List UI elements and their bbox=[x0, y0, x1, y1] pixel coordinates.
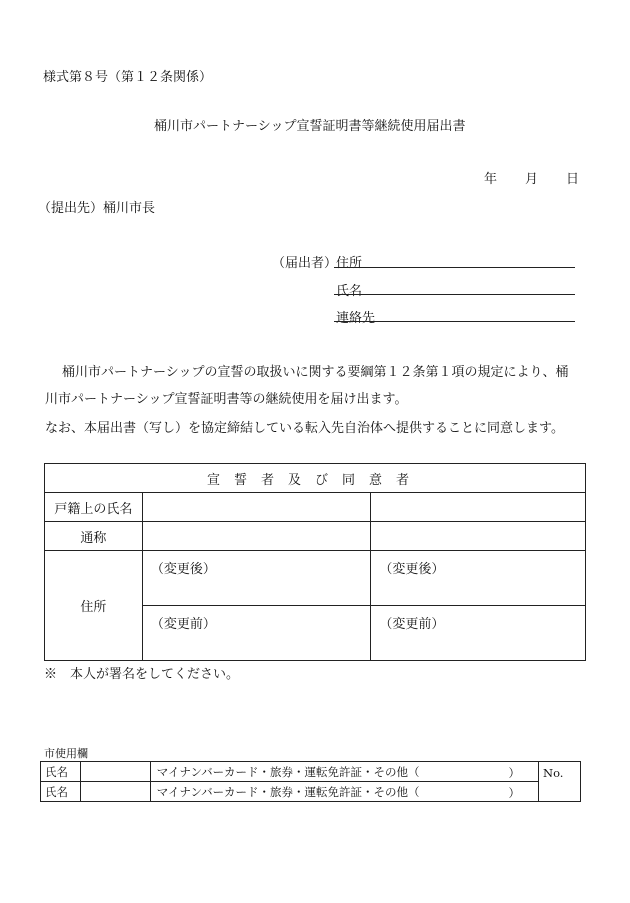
signature-note: ※ 本人が署名をしてください。 bbox=[44, 667, 240, 682]
city-use-label: 市使用欄 bbox=[44, 747, 88, 760]
address-after-cell-1[interactable] bbox=[142, 551, 371, 606]
id-types-text: マイナンバーカード・旅券・運転免許証・その他（ bbox=[156, 784, 420, 799]
recipient: （提出先）桶川市長 bbox=[38, 201, 156, 216]
alias-cell-1[interactable] bbox=[142, 522, 371, 551]
document-title: 桶川市パートナーシップ宣誓証明書等継続使用届出書 bbox=[154, 119, 466, 134]
declarant-table-header: 宣誓者及び同意者 bbox=[45, 464, 586, 493]
date-month-label: 月 bbox=[525, 172, 539, 187]
after-change-label: （変更後） bbox=[150, 562, 216, 577]
city-use-name-label-1: 氏名 bbox=[41, 762, 81, 782]
body-paragraph-1-line-1: 桶川市パートナーシップの宣誓の取扱いに関する要綱第１２条第１項の規定により、桶 bbox=[62, 365, 569, 380]
address-label: 住所 bbox=[45, 551, 143, 661]
form-number: 様式第８号（第１２条関係） bbox=[43, 70, 213, 85]
close-paren: ） bbox=[508, 766, 520, 780]
registered-name-label: 戸籍上の氏名 bbox=[45, 493, 143, 522]
close-paren: ） bbox=[508, 786, 520, 800]
before-change-label: （変更前） bbox=[379, 617, 445, 632]
city-use-id-cell-2[interactable] bbox=[150, 782, 538, 802]
address-before-cell-2[interactable] bbox=[371, 606, 586, 661]
id-types-text: マイナンバーカード・旅券・運転免許証・その他（ bbox=[156, 764, 420, 779]
date-year-label: 年 bbox=[484, 172, 498, 187]
address-before-cell-1[interactable] bbox=[142, 606, 371, 661]
city-use-table bbox=[40, 761, 581, 802]
submitter-label: （届出者） bbox=[272, 256, 338, 271]
submitter-name-line[interactable] bbox=[334, 294, 575, 295]
declarant-table bbox=[44, 463, 586, 661]
registered-name-cell-1[interactable] bbox=[142, 493, 371, 522]
submitter-address-label: 住所 bbox=[336, 256, 363, 271]
submitter-address-line[interactable] bbox=[334, 267, 575, 268]
alias-cell-2[interactable] bbox=[371, 522, 586, 551]
city-use-name-cell-2[interactable] bbox=[80, 782, 150, 802]
body-paragraph-2: なお、本届出書（写し）を協定締結している転入先自治体へ提供することに同意します。 bbox=[45, 421, 564, 436]
before-change-label: （変更前） bbox=[150, 617, 216, 632]
city-use-name-cell-1[interactable] bbox=[80, 762, 150, 782]
registered-name-cell-2[interactable] bbox=[371, 493, 586, 522]
address-after-cell-2[interactable] bbox=[371, 551, 586, 606]
submitter-name-label: 氏名 bbox=[336, 284, 363, 299]
date-day-label: 日 bbox=[566, 172, 580, 187]
no-label: No. bbox=[543, 766, 564, 780]
alias-label: 通称 bbox=[45, 522, 143, 551]
submitter-contact-label: 連絡先 bbox=[336, 311, 376, 326]
city-use-name-label-2: 氏名 bbox=[41, 782, 81, 802]
city-use-id-cell-1[interactable] bbox=[150, 762, 538, 782]
city-use-no-cell[interactable] bbox=[539, 762, 581, 802]
after-change-label: （変更後） bbox=[379, 562, 445, 577]
submitter-contact-line[interactable] bbox=[334, 321, 575, 322]
body-paragraph-1-line-2: 川市パートナーシップ宣誓証明書等の継続使用を届け出ます。 bbox=[45, 392, 408, 407]
